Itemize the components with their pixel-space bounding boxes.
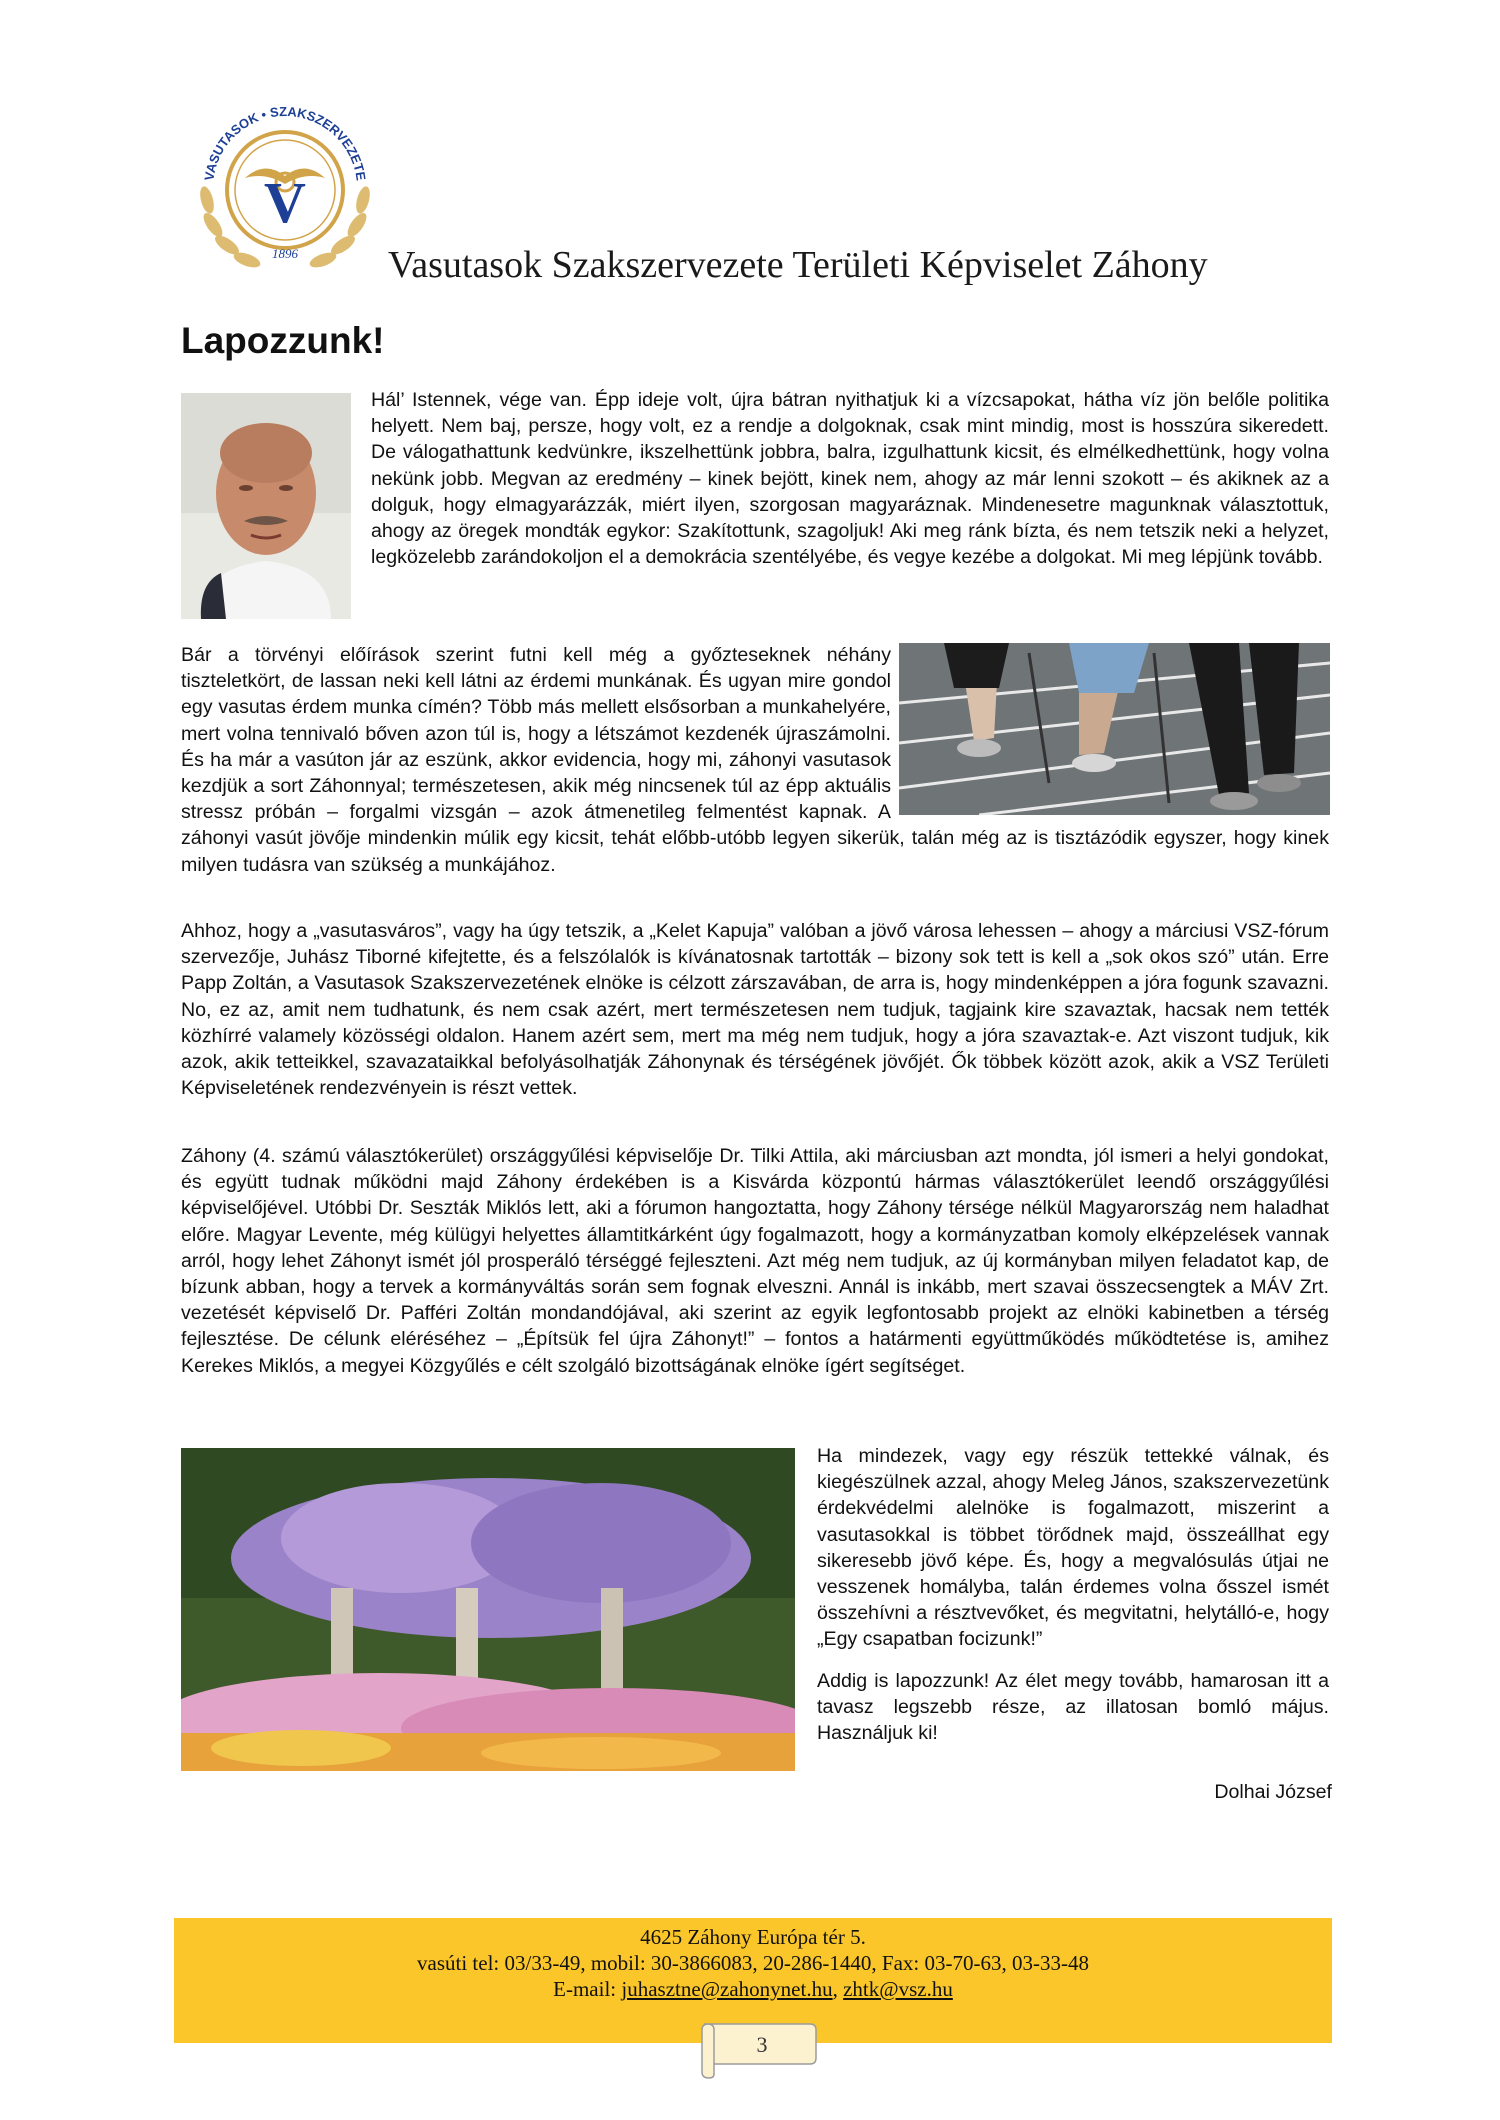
svg-text:3: 3 xyxy=(756,2032,768,2057)
footer-phones: vasúti tel: 03/33-49, mobil: 30-3866083, 20-286-1440, Fax: 03-70-63, 03-33-48 xyxy=(417,1951,1089,1975)
paragraph-3: Ahhoz, hogy a „vasutasváros”, vagy ha úgy tetszik, a „Kelet Kapuja” valóban a jövő városa lehessen – ahogy a márciusi VSZ-fórum szervezője, Juhász Tiborné kifejtette, és a felszólalók is kívánatosnak tartották – bizony sok tett is kell a „sok okos szó” után. Erre Papp Zoltán, a Vasutasok Szakszervezetének elnöke is célzott zárszavában, de arra is, hogy mindenképpen a jóra fogunk szavazni. No, ez az, amit nem tudhatunk, és nem csak azért, mert természetesen nem tudjuk, tagjaink kire szavaztak, hacsak nem tették közhírré valamely közösségi oldalon. Hanem azért sem, mert ma még nem tudjuk, hogy a jóra szavaztak-e. Azt viszont tudjuk, kik azok, akik tetteikkel, szavazataikkal befolyásolhatják Záhonynak és térségének jövőjét. Ők többek között azok, akik a VSZ Területi Képviseletének rendezvényein is részt vettek. xyxy=(181,920,1329,1100)
page-number-scroll xyxy=(692,2018,822,2080)
svg-text:VASUTASOK • SZAKSZERVEZETE: VASUTASOK • SZAKSZERVEZETE xyxy=(201,103,369,182)
paragraph-2: Bár a törvényi előírások szerint futni kell még a győzteseknek néhány tiszteletkört, de lassan neki kell látni az érdemi munkának. És ugyan mire gondol egy vasutas érdem munka címén? Több más mellett elsősorban a munkahelyére, mert volna tennivaló bőven azon túl is, hogy a létszámot kezdenék újraszámolni. És ha már a vasúton jár az eszünk, akkor evidencia, hogy mi, záhonyi vasutasok kezdjük a sort Záhonnyal; természetesen, akik még nincsenek túl az épp aktuális stressz próbán – forgalmi vizsgán – azok átmenetileg felmentést kapnak. A záhonyi vasút jövője mindenkin múlik egy kicsit, tehát előbb-utóbb legyen sikerük, talán még az is tisztázódik egyszer, hogy kinek milyen tudásra van szükség a munkájához. xyxy=(181,644,1329,876)
author-portrait-photo xyxy=(181,393,351,619)
article-headline: Lapozzunk! xyxy=(181,320,385,361)
paragraph-4: Záhony (4. számú választókerület) országgyűlési képviselője Dr. Tilki Attila, aki márciusban azt mondta, jól ismeri a helyi gondokat, és együtt tudnak működni majd Záhony érdekében is a Kisvárda központú hármas választókerület leendő országgyűlési képviselőjével. Utóbbi Dr. Seszták Miklós lett, aki a fórumon hangoztatta, hogy Záhony térsége nélkül Magyarország nem haladhat előre. Magyar Levente, még külügyi helyettes államtitkárként úgy fogalmazott, hogy a kormányzatban komoly elképzelések vannak arról, hogy lehet Záhonyt ismét jól prosperáló térséggé fejleszteni. Azt még nem tudjuk, az új kormányban milyen feladatot kap, de bízunk abban, hogy a tervek a kormányváltás során sem fognak elveszni. Annál is inkább, mert szavai összecsengtek a MÁV Zrt. vezetését képviselő Dr. Pafféri Zoltán mondandójával, aki szerint az egyik legfontosabb projekt az elnöki kabinetben a térség fejlesztése. De célunk eléréséhez – „Építsük fel újra Záhonyt!” – fontos a határmenti együttműködés működtetése is, amihez Kerekes Miklós, a megyei Közgyűlés e célt szolgáló bizottságának elnöke ígért segítséget. xyxy=(181,1145,1329,1377)
author-signature: Dolhai József xyxy=(1214,1781,1332,1803)
wisteria-garden-photo xyxy=(181,1448,795,1771)
paragraph-5: Ha mindezek, vagy egy részük tettekké válnak, és kiegészülnek azzal, ahogy Meleg János, szakszervezetünk érdekvédelmi alelnöke is fogalmazott, miszerint a vasutasokkal is többet törődnek majd, összeállhat egy sikeresebb jövő képe. És, hogy a megvalósulás útjai ne vesszenek homályba, talán érdemes volna ősszel ismét összehívni a résztvevőket, és megvitatni, helytálló-e, hogy „Egy csapatban focizunk!” Addig is lapozzunk! Az élet megy tovább, hamarosan itt a tavasz legszebb része, az illatosan bomló május. Használjuk ki! xyxy=(817,1443,1329,1761)
svg-text:1896: 1896 xyxy=(272,246,298,261)
org-title: Vasutasok Szakszervezete Területi Képviselet Záhony xyxy=(388,244,1208,286)
email-separator: , xyxy=(832,1977,838,2001)
email-label: E-mail: xyxy=(553,1977,617,2001)
email-link-juhasztne[interactable]: juhasztne@zahonynet.hu xyxy=(621,1977,833,2001)
footer-email-line xyxy=(174,1976,1332,2002)
svg-text:V: V xyxy=(264,170,306,235)
paragraph-6: Addig is lapozzunk! Az élet megy tovább, hamarosan itt a tavasz legszebb része, az illatosan bomló május. Használjuk ki! xyxy=(817,1669,1329,1745)
email-link-zhtk[interactable]: zhtk@vsz.hu xyxy=(843,1977,953,2001)
union-logo xyxy=(185,90,385,280)
intro-paragraph: Hál’ Istennek, vége van. Épp ideje volt, újra bátran nyithatjuk ki a vízcsapokat, hátha víz jön belőle politika helyett. Nem baj, persze, hogy volt, ez a rendje a dolgoknak, csak mint mindig, most is hosszúra sikeredett. De válogathattunk kedvünkre, ikszelhettünk jobbra, balra, izgulhattunk kicsit, és elmélkedhettünk, hogy volna nekünk jobb. Megvan az eredmény – kinek bejött, kinek nem, ahogy az már lenni szokott – és akiknek az a dolguk, hogy elmagyarázzák, miért ilyen, szorgosan magyaráznak. Mindenesetre magunknak választottuk, ahogy az öregek mondták egykor: Szakítottunk, szagoljuk! Aki meg ránk bízta, és nem tetszik neki a helyzet, legközelebb zarándokoljon el a demokrácia szentélyébe, és vegye kezébe a dolgokat. Mi meg lépjünk tovább. xyxy=(371,389,1329,569)
footer-address: 4625 Záhony Európa tér 5. xyxy=(640,1925,866,1949)
